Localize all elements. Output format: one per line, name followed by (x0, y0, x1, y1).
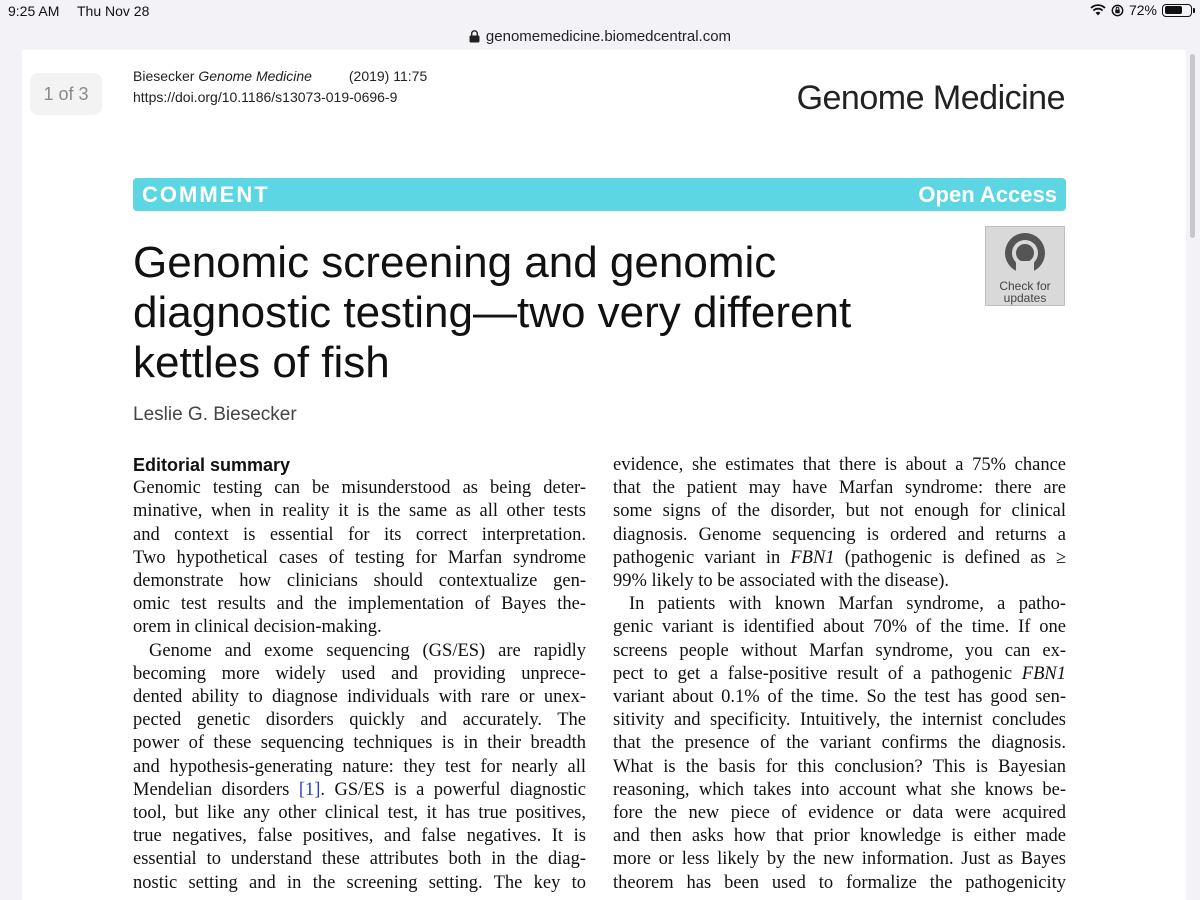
orientation-lock-icon (1111, 4, 1124, 17)
check-for-updates-button[interactable] (985, 226, 1065, 306)
article-author: Leslie G. Biesecker (133, 404, 297, 425)
text-segment: . GS/ES is a powerful diagnostic (320, 779, 587, 800)
text-line: Genome and exome sequencing (GS/ES) are rapidly (149, 640, 586, 661)
text-line: that the patient may have Marfan syndrome: there are (613, 478, 1066, 499)
battery-level (1165, 6, 1182, 14)
page-indicator: 1 of 3 (30, 73, 102, 115)
article-title (133, 238, 923, 388)
open-access-label: Open Access (918, 181, 1057, 207)
text-line: power of these sequencing techniques is in their breadth (133, 733, 586, 754)
text-line: tool, but like any other clinical test, it has true positives, (133, 803, 586, 824)
article-type: COMMENT (142, 181, 270, 207)
text-line (133, 779, 586, 802)
check-line-1: Check for (999, 279, 1051, 293)
summary-heading: Editorial summary (133, 455, 291, 475)
battery-icon (1162, 4, 1192, 17)
text-line: Two hypothetical cases of testing for Marfan syndrome (133, 547, 586, 568)
text-line (613, 547, 1066, 570)
text-line: diagnosis. Genome sequencing is ordered and returns a (613, 524, 1066, 545)
text-line: Genomic testing can be misunderstood as being deter- (133, 478, 586, 499)
text-line: and then asks how that prior knowledge is either made (613, 826, 1066, 847)
text-line: minative, when in reality it is the same as all other tests (133, 501, 586, 522)
citation-link[interactable]: [1] (298, 779, 321, 800)
check-line-2: updates (1003, 291, 1047, 305)
battery-percent: 72% (1128, 2, 1157, 18)
wifi-icon (1090, 4, 1106, 16)
text-line: evidence, she estimates that there is about a 75% chance (613, 455, 1066, 475)
journal-logo: Genome Medicine (796, 79, 1065, 117)
text-line: omic test results and the implementation of Bayes the- (133, 594, 586, 615)
text-line: and context is essential for its correct interpretation. (133, 524, 586, 545)
text-line (613, 663, 1066, 686)
text-line: and hypothesis-generating nature: they test for nearly all (133, 756, 586, 777)
text-line: 99% likely to be associated with the disease). (613, 571, 949, 592)
header-author: Biesecker (133, 68, 195, 84)
text-line: theorem has been used to formalize the pathogenicity (613, 872, 1066, 893)
crossmark-icon (1003, 231, 1047, 275)
status-time: 9:25 AM (8, 3, 60, 19)
text-line: orem in clinical decision-making. (133, 617, 382, 638)
text-line: In patients with known Marfan syndrome, a patho- (629, 594, 1066, 615)
status-indicators (1090, 2, 1192, 18)
url-text[interactable]: genomemedicine.biomedcentral.com (485, 27, 732, 45)
text-line: becoming more widely used and providing unprece- (133, 663, 586, 684)
header-journal: Genome Medicine (198, 68, 312, 84)
text-line: pected genetic disorders quickly and accurately. The (133, 710, 586, 731)
text-line: dented ability to diagnose individuals with rare or unex- (133, 687, 586, 708)
text-line: sitivity and specificity. Intuitively, the internist concludes (613, 710, 1066, 731)
title-line: diagnostic testing—two very different (133, 288, 852, 337)
status-bar (0, 0, 1200, 22)
title-line: kettles of fish (133, 338, 390, 387)
text-line: genic variant is identified about 70% of the time. If one (613, 617, 1066, 638)
gene-name: FBN1 (1021, 663, 1066, 684)
address-bar[interactable] (0, 22, 1200, 50)
left-column (133, 454, 586, 895)
text-segment: pect to get a false-positive result of a pathogenic (613, 663, 1013, 684)
text-line: variant about 0.1% of the time. So the test has good sen- (613, 687, 1066, 708)
text-segment: Mendelian disorders (133, 779, 290, 800)
doi-link[interactable]: https://doi.org/10.1186/s13073-019-0696-9 (133, 89, 398, 105)
text-line: fore the new piece of evidence or data were acquired (613, 803, 1066, 824)
scrollbar[interactable] (1190, 54, 1195, 238)
status-date: Thu Nov 28 (77, 3, 150, 19)
header-citation: (2019) 11:75 (348, 68, 428, 84)
text-line: more or less likely by the new information. Just as Bayes (613, 849, 1066, 870)
text-line: some signs of the disorder, but not enough for clinical (613, 501, 1066, 522)
text-segment: (pathogenic is defined as ≥ (844, 547, 1067, 568)
lock-icon (469, 30, 480, 43)
text-line: nostic setting and in the screening setting. The key to (133, 872, 586, 893)
gene-name: FBN1 (790, 547, 835, 568)
text-line: screens people without Marfan syndrome, you can ex- (613, 640, 1066, 661)
text-line: demonstrate how clinicians should contextualize gen- (133, 571, 586, 592)
text-line: reasoning, which takes into account what she knows be- (613, 779, 1066, 800)
text-line: What is the basis for this conclusion? This is Bayesian (613, 756, 1066, 777)
right-column (613, 454, 1066, 895)
text-segment: pathogenic variant in (613, 547, 781, 568)
title-line: Genomic screening and genomic (133, 238, 777, 287)
text-line: that the presence of the variant confirms the diagnosis. (613, 733, 1066, 754)
text-line: true negatives, false positives, and false negatives. It is (133, 826, 586, 847)
article-type-banner (133, 178, 1066, 211)
text-line: essential to understand these attributes both in the diag- (133, 849, 586, 870)
citation-line (133, 68, 427, 84)
